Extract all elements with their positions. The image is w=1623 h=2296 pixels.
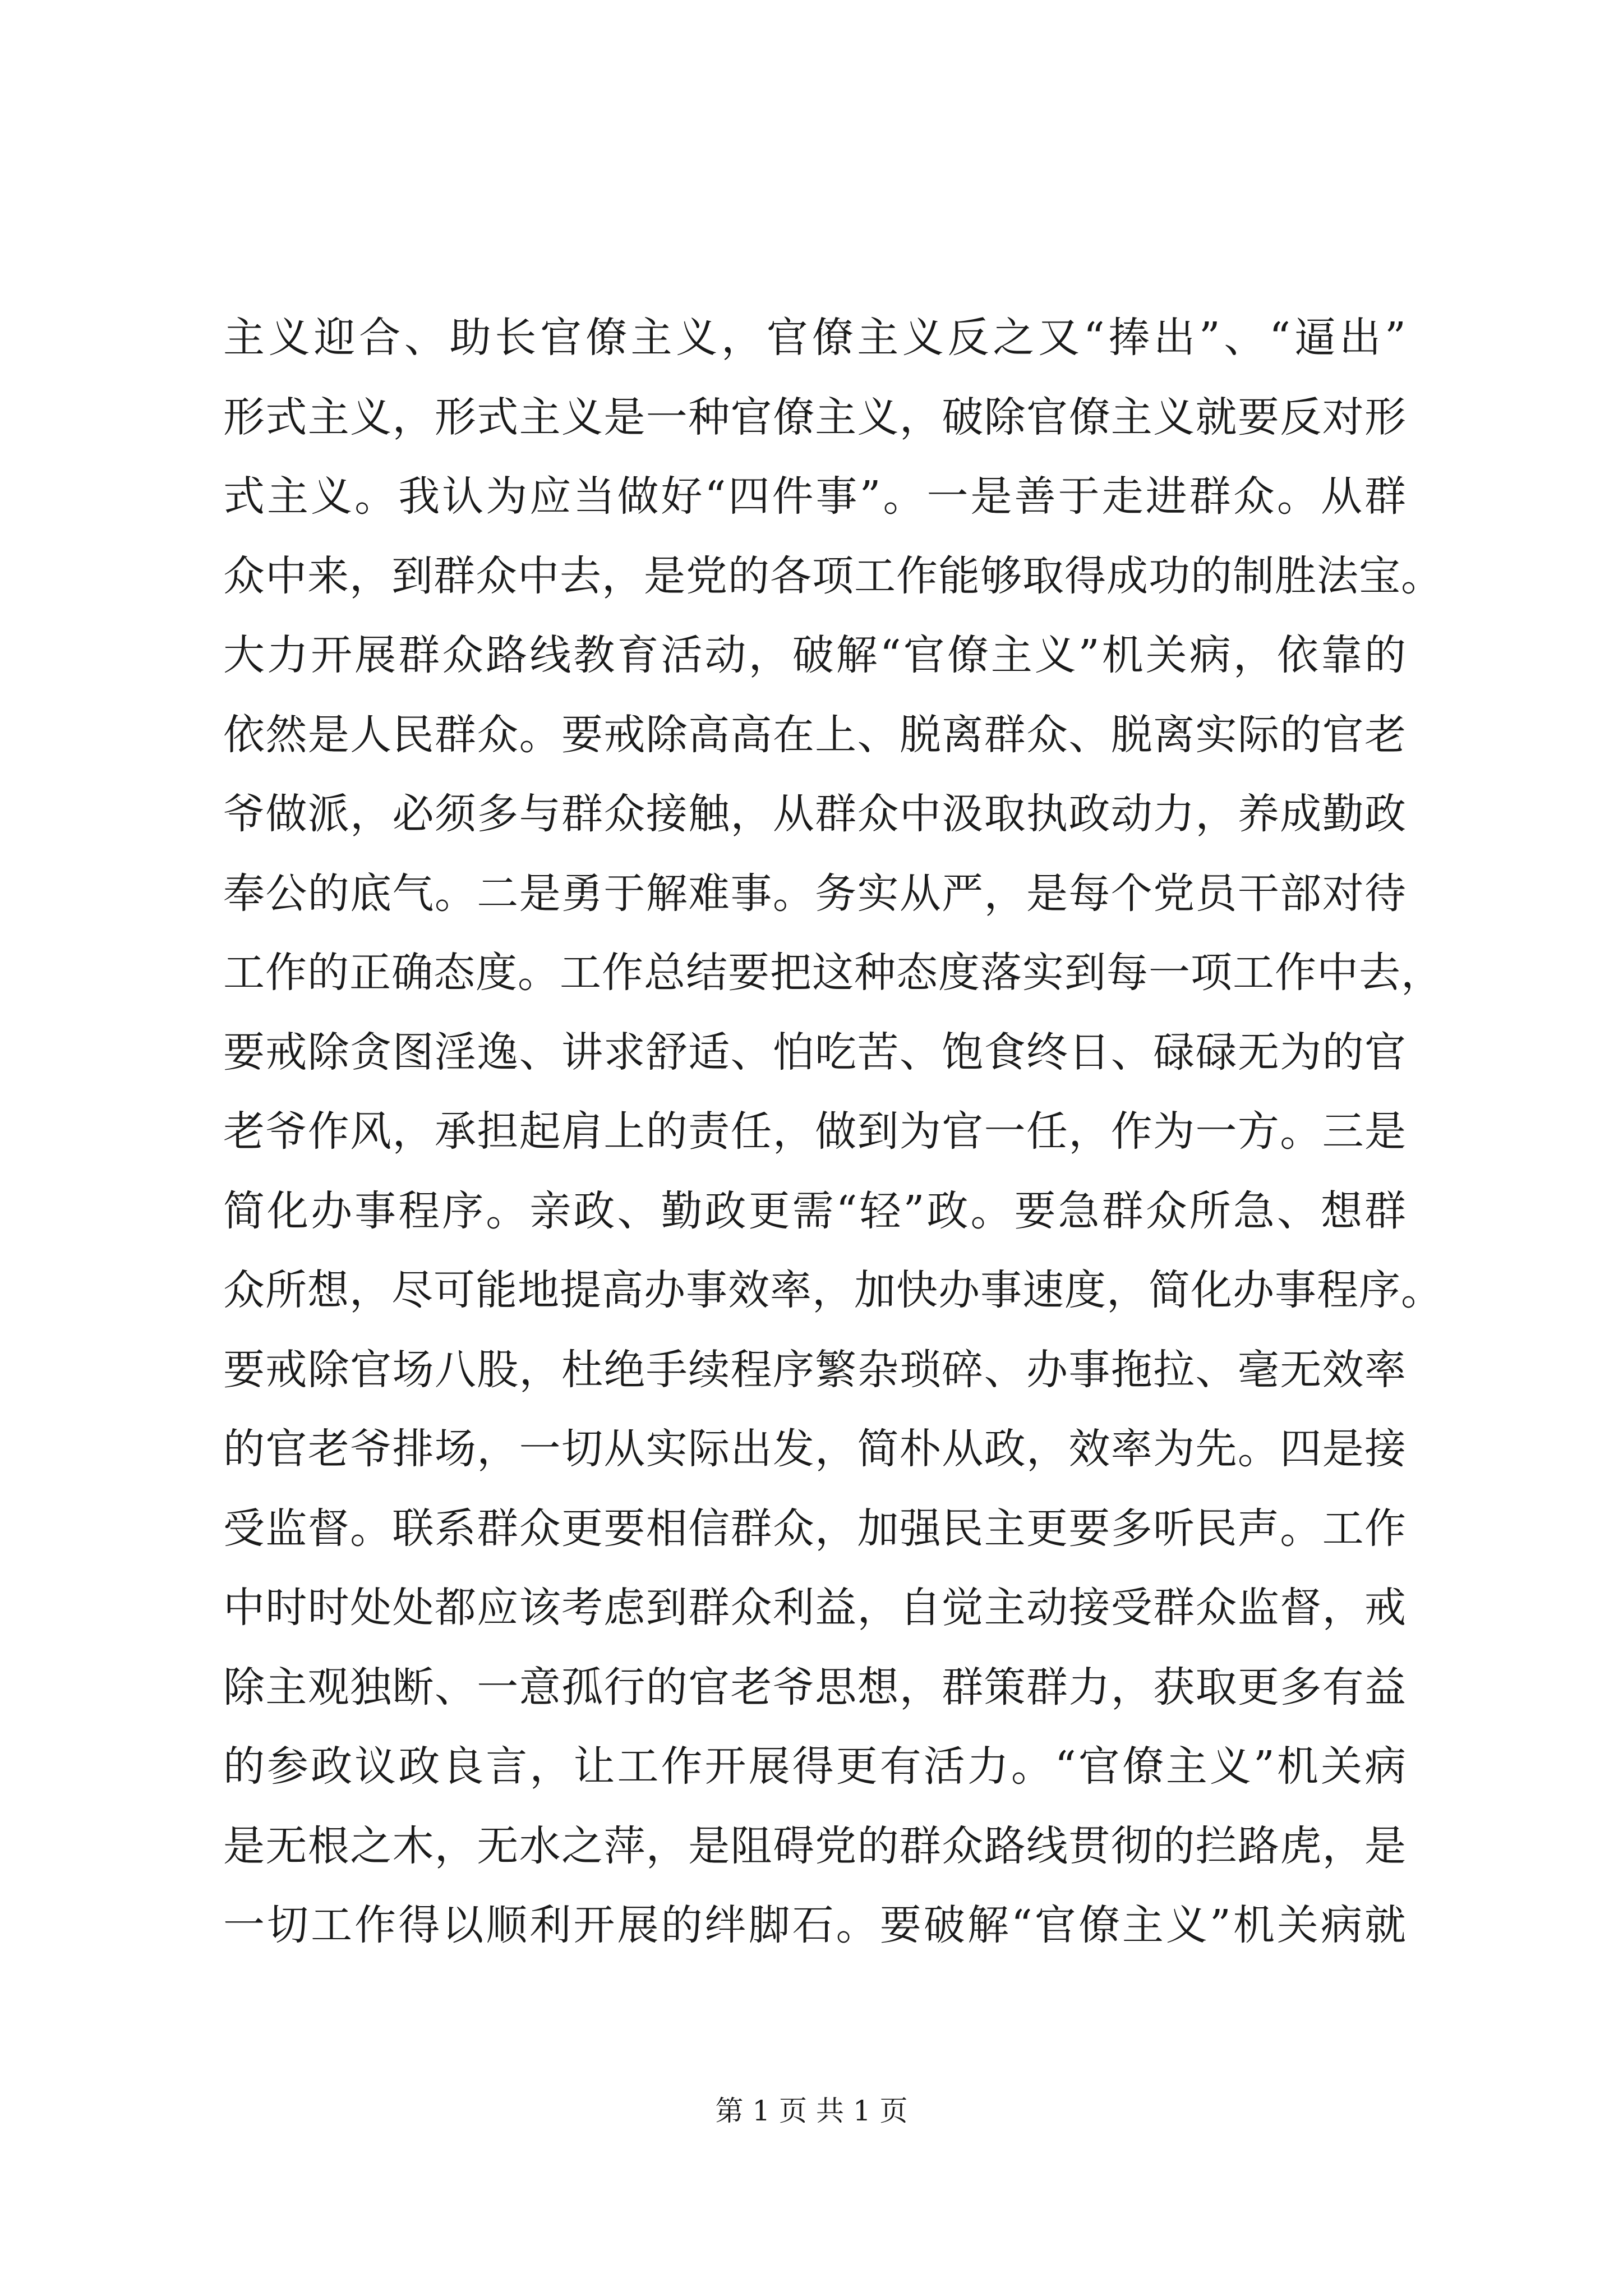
text-line: 形式主义，形式主义是一种官僚主义，破除官僚主义就要反对形	[223, 393, 1407, 441]
body-paragraph	[223, 298, 1443, 1966]
text-line: 的参政议政良言，让工作开展得更有活力。“官僚主义”机关病	[223, 1742, 1407, 1791]
text-line: 老爷作风，承担起肩上的责任，做到为官一任，作为一方。三是	[223, 1107, 1407, 1156]
text-line: 除主观独断、一意孤行的官老爷思想，群策群力，获取更多有益	[223, 1663, 1407, 1711]
text-line: 的官老爷排场，一切从实际出发，简朴从政，效率为先。四是接	[223, 1425, 1407, 1473]
text-line: 主义迎合、助长官僚主义，官僚主义反之又“捧出”、“逼出”	[223, 314, 1407, 362]
text-line: 众中来，到群众中去，是党的各项工作能够取得成功的制胜法宝。	[223, 551, 1443, 600]
text-line: 奉公的底气。二是勇于解难事。务实从严，是每个党员干部对待	[223, 869, 1407, 918]
text-line: 一切工作得以顺利开展的绊脚石。要破解“官僚主义”机关病就	[223, 1901, 1407, 1949]
text-line: 要戒除贪图淫逸、讲求舒适、怕吃苦、饱食终日、碌碌无为的官	[223, 1028, 1407, 1076]
text-line: 简化办事程序。亲政、勤政更需“轻”政。要急群众所急、想群	[223, 1186, 1407, 1235]
text-line: 依然是人民群众。要戒除高高在上、脱离群众、脱离实际的官老	[223, 710, 1407, 759]
page-footer: 第 1 页 共 1 页	[715, 2095, 908, 2127]
text-line: 受监督。联系群众更要相信群众，加强民主更要多听民声。工作	[223, 1504, 1407, 1553]
text-line: 工作的正确态度。工作总结要把这种态度落实到每一项工作中去，	[223, 949, 1443, 997]
text-line: 中时时处处都应该考虑到群众利益，自觉主动接受群众监督，戒	[223, 1584, 1407, 1632]
text-line: 众所想，尽可能地提高办事效率，加快办事速度，简化办事程序。	[223, 1266, 1443, 1314]
text-line: 大力开展群众路线教育活动，破解“官僚主义”机关病，依靠的	[223, 631, 1407, 679]
text-line: 要戒除官场八股，杜绝手续程序繁杂琐碎、办事拖拉、毫无效率	[223, 1345, 1407, 1394]
text-line: 式主义。我认为应当做好“四件事”。一是善于走进群众。从群	[223, 472, 1407, 521]
text-line: 是无根之木，无水之萍，是阻碍党的群众路线贯彻的拦路虎，是	[223, 1821, 1407, 1870]
text-line: 爷做派，必须多与群众接触，从群众中汲取执政动力，养成勤政	[223, 790, 1407, 838]
